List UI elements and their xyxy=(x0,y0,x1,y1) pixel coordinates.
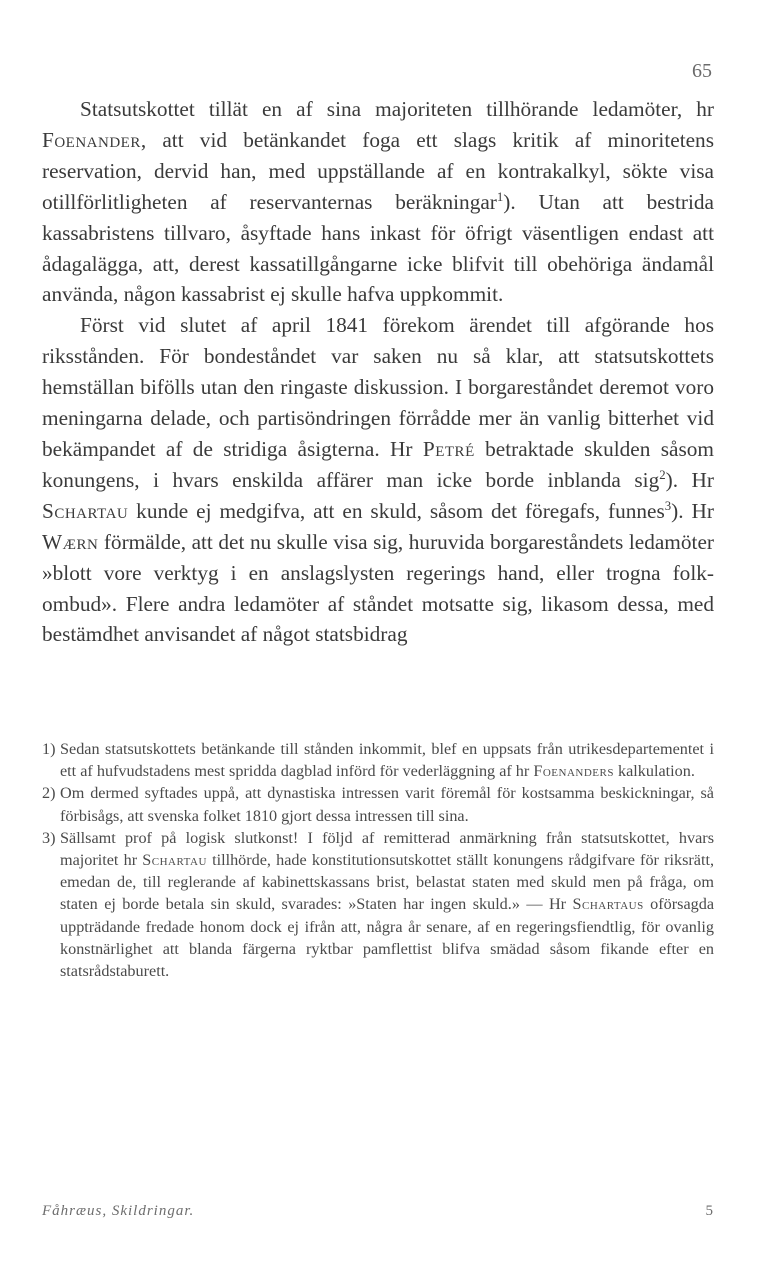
person-name: Wærn xyxy=(42,529,99,554)
person-name: Foenander xyxy=(42,127,141,152)
text-run: kalkulation. xyxy=(613,762,695,781)
paragraph xyxy=(42,310,714,650)
footnote xyxy=(42,738,714,782)
text-run: Statsutskottet tillät en af sina majoriteten tillhörande ledamöter, hr xyxy=(80,97,714,121)
text-run: oförsagda uppträdande fredade honom dock ej ifrån att, några år senare, af en regeringsfiendtlig, för ovanlig konstnärlighet att blanda färgerna ryktbar pamflettist blifva smädad såsom fikande efter en statsrådstaburett. xyxy=(60,895,715,981)
text-run: Sällsamt prof på logisk slutkonst! I följd af remitterad anmärkning från statsutskottet, hvars majoritet hr xyxy=(60,828,714,870)
person-name: Petré xyxy=(422,436,475,461)
text-run: förmälde, att det nu skulle visa sig, huruvida borgareståndets ledamöter »blott vore verktyg i en anslagslysten regerings hand, eller trogna folkombud». Flere andra ledamöter af ståndet motsatte sig, likasom dessa, med bestämdhet anvisandet af något statsbidrag xyxy=(42,529,714,647)
signature-text: Fåhræus, Skildringar. xyxy=(42,1203,195,1219)
signature-line xyxy=(42,1203,714,1220)
text-run: ). Utan att bestrida kassabristens tillvaro, åsyftade hans inkast för öfrigt väsentligen endast att ådagalägga, att, derest kassatillgångarne icke blifvit till obehöriga ändamål använda, någon kassabrist ej skulle hafva uppkommit. xyxy=(42,189,714,307)
text-run: ). Hr xyxy=(671,498,714,523)
text-run: betraktade skulden såsom konungens, i hvars enskilda affärer man icke borde inblanda sig xyxy=(42,436,714,492)
footnotes xyxy=(42,738,714,982)
footnote-mark: 3) xyxy=(42,828,56,847)
text-run: ). Hr xyxy=(665,467,714,492)
text-run: Först vid slutet af april 1841 förekom ärendet till afgörande hos riksstånden. För bondeståndet var saken nu så klar, att statsutskottets hemställan bifölls utan den ringaste diskussion. I borgareståndet deremot voro meningarna delade, och partisöndringen förrådde mer än vanlig bitterhet vid bekämpandet af de stridiga åsigterna. Hr xyxy=(42,313,714,461)
footnote xyxy=(42,782,714,826)
footnote-mark: 1) xyxy=(42,740,56,758)
person-name: Schartau xyxy=(42,498,129,523)
footnote-ref: 1 xyxy=(496,189,504,204)
paragraph xyxy=(42,94,714,310)
sheet-mark: 5 xyxy=(705,1203,714,1219)
footnote-ref: 2 xyxy=(659,467,666,482)
footnote-ref: 3 xyxy=(664,498,672,513)
page-number: 65 xyxy=(692,60,712,82)
text-run: , att vid betänkandet foga ett slags kritik af minoritetens reservation, dervid han, med uppställande af en kontrakalkyl, sökte visa otillförlitligheten af reservanternas beräkningar xyxy=(42,127,714,214)
person-name: Foenanders xyxy=(533,762,614,781)
body-text xyxy=(42,94,714,650)
text-run: Om dermed syftades uppå, att dynastiska intressen varit föremål för kostsamma beskickningar, så förbisågs, att svenska folket 1810 gjort dessa intressen till sina. xyxy=(60,784,714,825)
person-name: Schartau xyxy=(142,851,207,870)
text-run: tillhörde, hade konstitutionsutskottet ställt konungens rådgifvare för riksrätt, emedan de, till reglerande af kabinettskassans brist, belastat staten med skuld men på fråga, om staten ej borde betala sin skuld, svarades: »Staten har ingen skuld.» — Hr xyxy=(60,851,715,914)
text-run: kunde ej medgifva, att en skuld, såsom det föregafs, funnes xyxy=(128,498,665,523)
footnote xyxy=(42,827,714,982)
text-run: Sedan statsutskottets betänkande till stånden inkommit, blef en uppsats från utrikesdepartementet i ett af hufvudstadens mest spridda dagblad införd för vederläggning af hr xyxy=(60,740,714,781)
footnote-mark: 2) xyxy=(42,784,56,803)
person-name: Schartaus xyxy=(572,895,644,914)
